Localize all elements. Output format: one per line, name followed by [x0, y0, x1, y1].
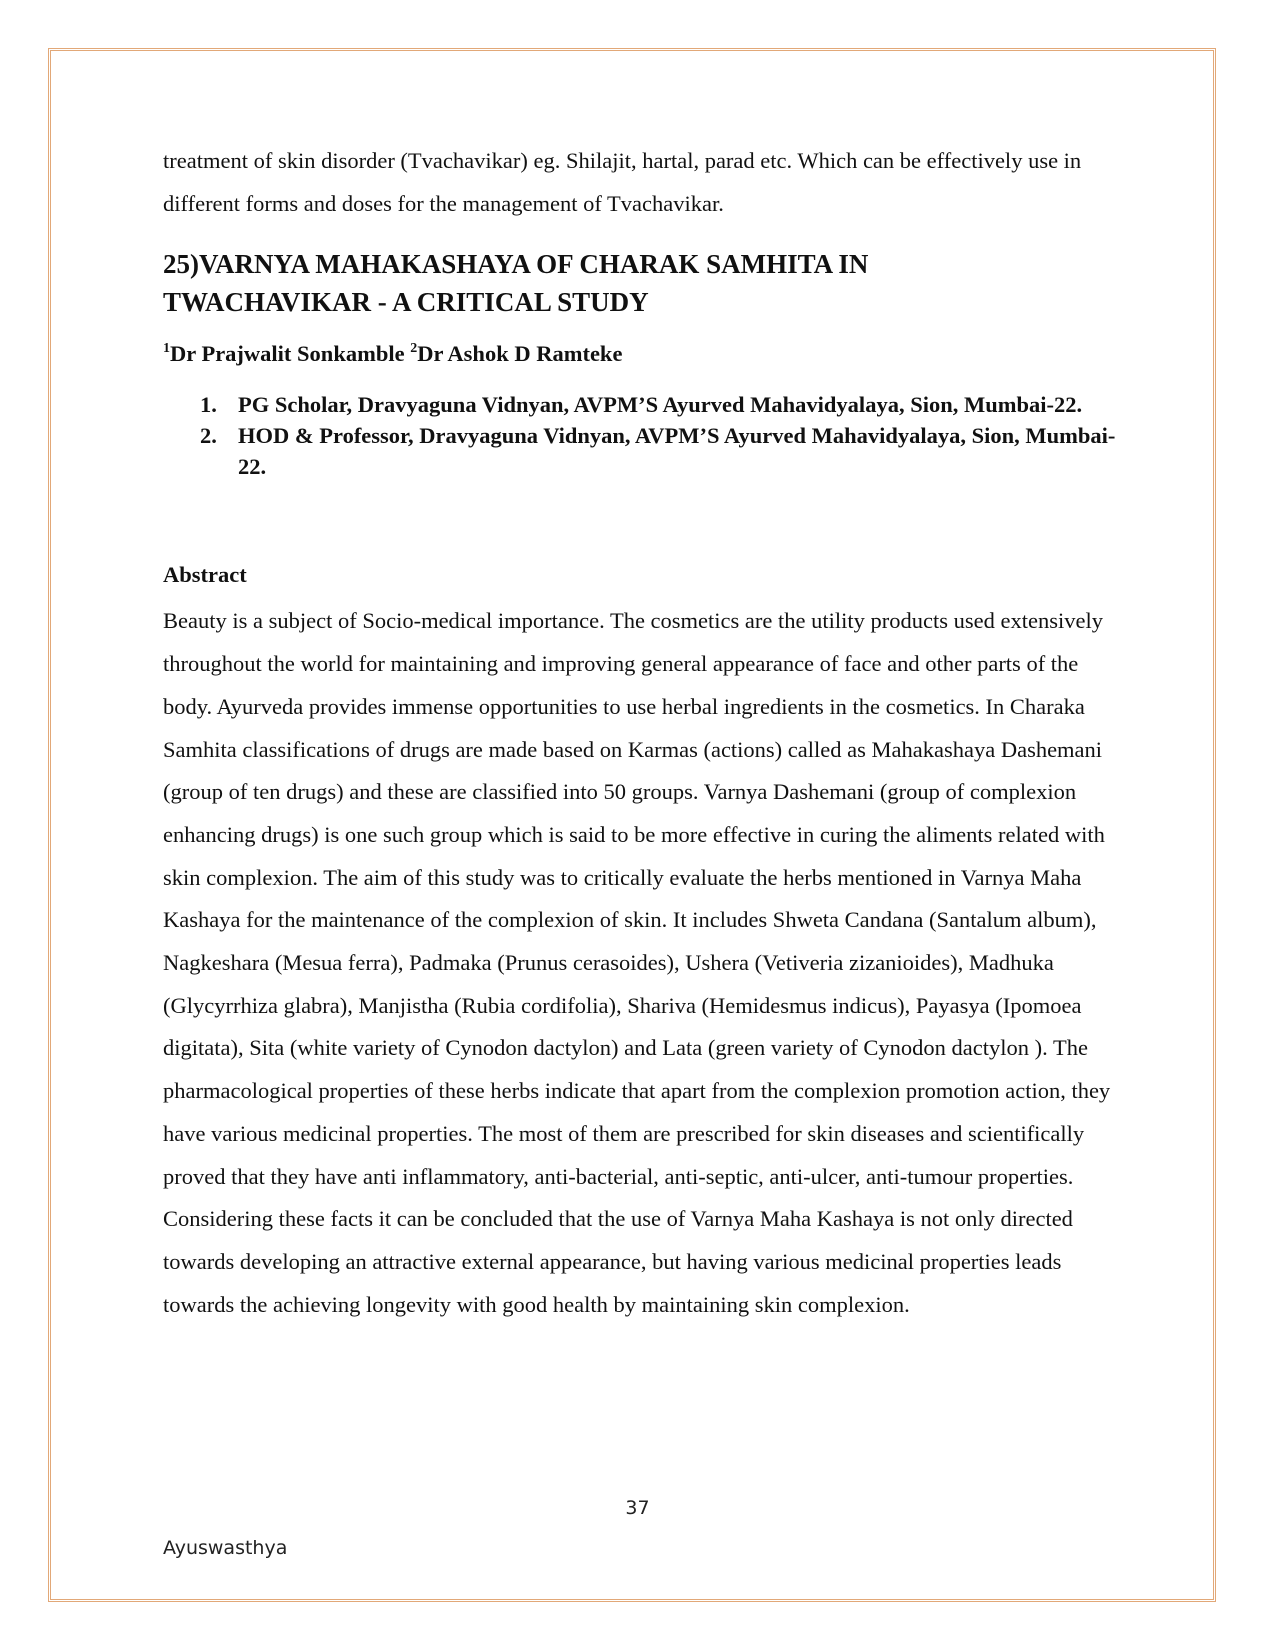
article-title-line-2: TWACHAVIKAR - A CRITICAL STUDY	[163, 287, 649, 318]
author-2-superscript: 2	[410, 341, 418, 357]
affiliation-text: PG Scholar, Dravyaguna Vidnyan, AVPM’S Ayurved Mahavidyalaya, Sion, Mumbai-22.	[238, 392, 1083, 418]
affiliation-number: 1.	[200, 392, 217, 418]
affiliation-number: 2.	[200, 423, 217, 449]
author-1-superscript: 1	[163, 341, 170, 357]
page-content	[163, 140, 1123, 1326]
affiliation-text: HOD & Professor, Dravyaguna Vidnyan, AVPM’S Ayurved Mahavidyalaya, Sion, Mumbai-22.	[238, 423, 1116, 480]
article-title	[163, 245, 1123, 321]
page-number: 37	[625, 1497, 650, 1519]
journal-name: Ayuswasthya	[163, 1537, 288, 1559]
intro-paragraph: treatment of skin disorder (Tvachavikar) eg. Shilajit, hartal, parad etc. Which can be effectively use in different forms and doses for the management of Tvachavikar.	[163, 148, 1082, 216]
author-2-name: Dr Ashok D Ramteke	[417, 341, 623, 367]
affiliation-item	[200, 420, 1123, 482]
abstract-text: Beauty is a subject of Socio-medical importance. The cosmetics are the utility products used extensively throughout the world for maintaining and improving general appearance of face and other parts of the body. Ayurveda provides immense opportunities to use herbal ingredients in the cosmetics. In Charaka Samhita classifications of drugs are made based on Karmas (actions) called as Mahakashaya Dashemani (group of ten drugs) and these are classified into 50 groups. Varnya Dashemani (group of complexion enhancing drugs) is one such group which is said to be more effective in curing the aliments related with skin complexion. The aim of this study was to critically evaluate the herbs mentioned in Varnya Maha Kashaya for the maintenance of the complexion of skin. It includes Shweta Candana (Santalum album), Nagkeshara (Mesua ferra), Padmaka (Prunus cerasoides), Ushera (Vetiveria zizanioides), Madhuka (Glycyrrhiza glabra), Manjistha (Rubia cordifolia), Shariva (Hemidesmus indicus), Payasya (Ipomoea digitata), Sita (white variety of Cynodon dactylon) and Lata (green variety of Cynodon dactylon ). The pharmacological properties of these herbs indicate that apart from the complexion promotion action, they have various medicinal properties. The most of them are prescribed for skin diseases and scientifically proved that they have anti inflammatory, anti-bacterial, anti-septic, anti-ulcer, anti-tumour properties. Considering these facts it can be concluded that the use of Varnya Maha Kashaya is not only directed towards developing an attractive external appearance, but having various medicinal properties leads towards the achieving longevity with good health by maintaining skin complexion.	[163, 608, 1111, 1317]
affiliation-item	[200, 389, 1123, 420]
abstract-heading: Abstract	[163, 562, 247, 588]
affiliation-list	[163, 389, 1123, 482]
article-title-line-1: 25)VARNYA MAHAKASHAYA OF CHARAK SAMHITA IN	[163, 249, 869, 280]
author-1-name: Dr Prajwalit Sonkamble	[170, 341, 405, 367]
author-list	[163, 337, 1123, 371]
